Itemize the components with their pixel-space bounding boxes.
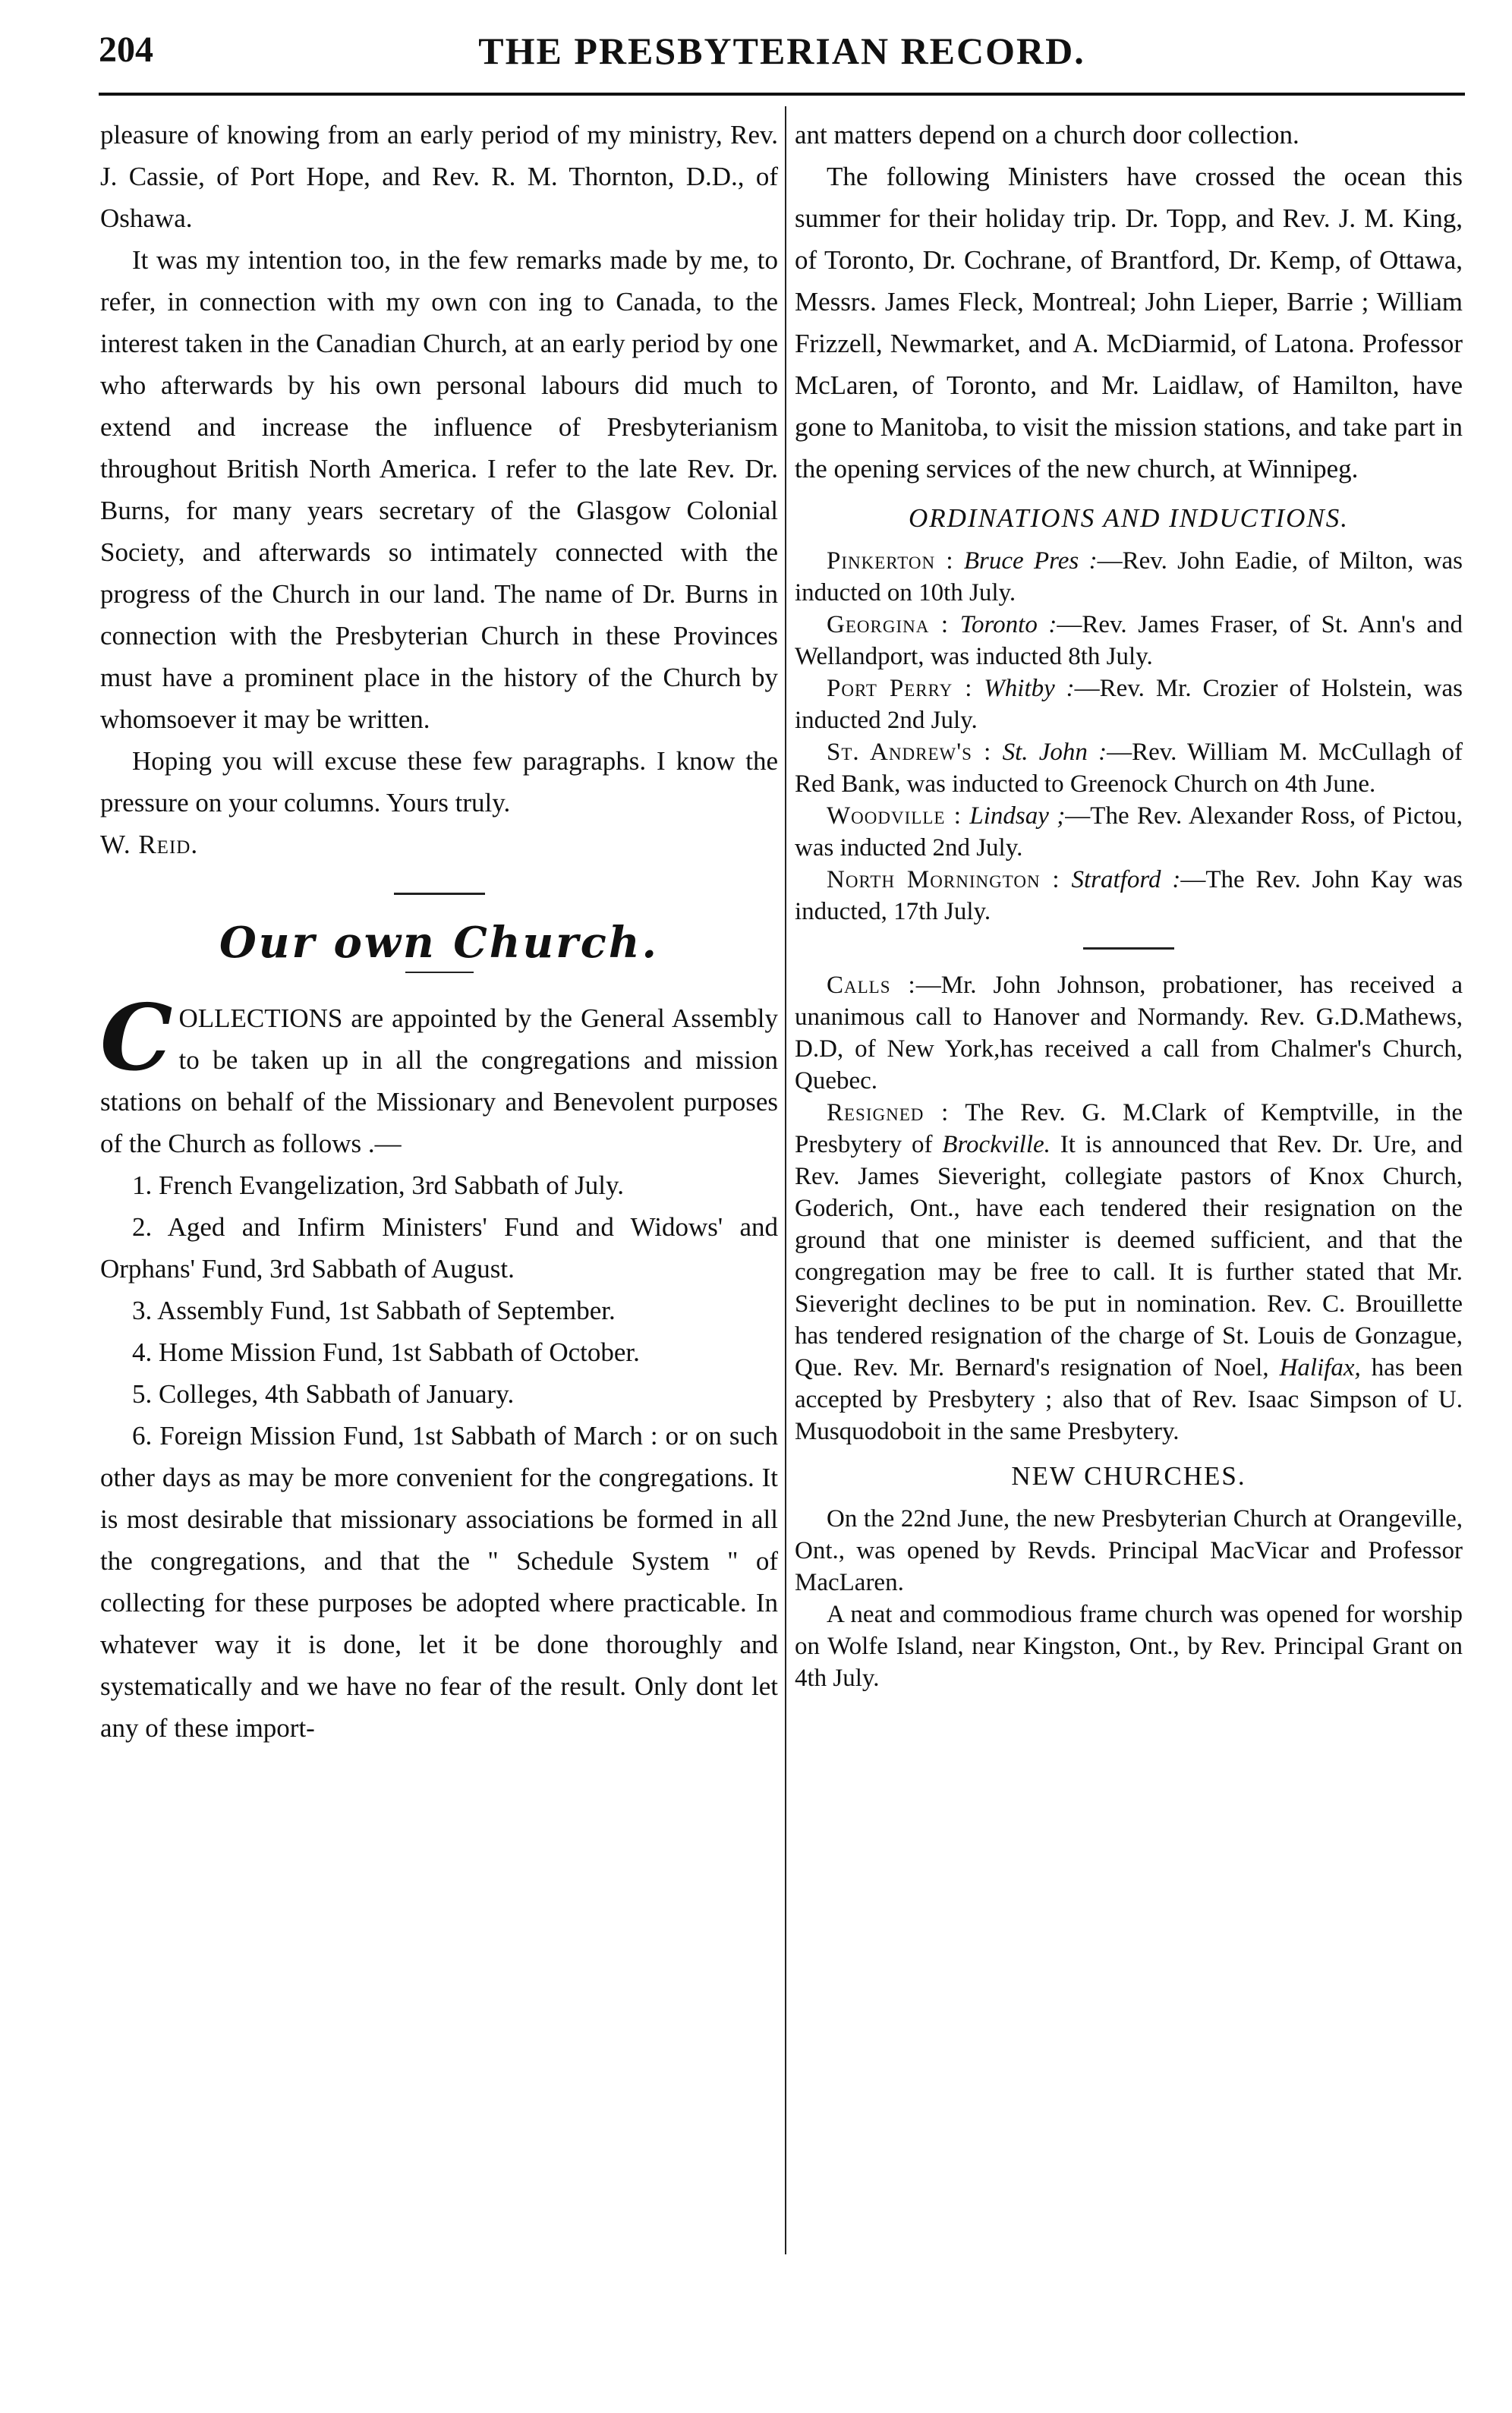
ordination-text: —Rev. William M. McCullagh of Red Bank, was inducted to Greenock Church on 4th June. (795, 739, 1463, 798)
letter-closing: Hoping you will excuse these few paragraphs. I know the pressure on your columns. Yours truly. (100, 746, 778, 817)
resigned-text: The Rev. G. M.Clark of Kemptville, in the Presbytery of (795, 1099, 1463, 1158)
page-header (99, 29, 1465, 90)
ordination-entry (795, 864, 1463, 928)
collections-intro-text: OLLECTIONS are appointed by the General Assembly to be taken up in all the congregations and mission stations on behalf of the Missionary and Benevolent purposes of the Church as follows .— (100, 1003, 778, 1158)
ordination-entry (795, 673, 1463, 736)
ordination-presbytery: Whitby : (984, 675, 1075, 702)
new-churches-heading: NEW CHURCHES. (1011, 1461, 1246, 1491)
ministers-paragraph: The following Ministers have crossed the ocean this summer for their holiday trip. Dr. Topp, and Rev. J. M. King, of Toronto, Dr. Cochrane, of Brantford, Dr. Kemp, of Ottawa, Messrs. James Fleck, Montreal; John Lieper, Barrie ; William Frizzell, Newmarket, and A. McDiarmid, of Latona. Professor McLaren, of Toronto, and Mr. Laidlaw, of Hamilton, have gone to Manitoba, to visit the mission stations, and take part in the opening services of the new church, at Winnipeg. (795, 162, 1463, 484)
list-item: 6. Foreign Mission Fund, 1st Sabbath of March : or on such other days as may be more convenient for the congregations. It is most desirable that missionary associations be formed in all the congregations, and that the " Schedule System " of collecting for these purposes be adopted where practicable. In whatever way it is done, let it be done thoroughly and systematically and we have no fear of the result. Only dont let any of these import- (100, 1421, 778, 1743)
ordination-presbytery: Bruce Pres : (963, 547, 1098, 575)
ordination-place: Pinkerton : (827, 547, 954, 575)
ordination-presbytery: St. John : (1002, 739, 1107, 766)
ordination-text: —Rev. Mr. Crozier of Holstein, was inducted 2nd July. (795, 675, 1463, 734)
calls-text: —Mr. John Johnson, probationer, has received a unanimous call to Hanover and Normandy. Rev. G.D.Mathews, D.D, of New York,has received a call from Chalmer's Church, Quebec. (795, 972, 1463, 1095)
separator-rule (1083, 947, 1174, 950)
letter-paragraph: It was my intention too, in the few remarks made by me, to refer, in connection with my own con ing to Canada, to the interest taken in the Canadian Church, at an early period by one who afterwards by his own personal labours did much to extend and increase the influence of Presbyterianism throughout British North America. I refer to the late Rev. Dr. Burns, for many years secretary of the Glasgow Colonial Society, and afterwards so intimately connected with the progress of the Church in our land. The name of Dr. Burns in connection with the Presbyterian Church in these Provinces must have a prominent place in the history of the Church by whomsoever it may be written. (100, 245, 778, 734)
ordination-text: —The Rev. John Kay was inducted, 17th July. (795, 866, 1463, 925)
collections-intro (100, 984, 778, 1164)
new-church-paragraph: A neat and commodious frame church was opened for worship on Wolfe Island, near Kingston, Ont., by Rev. Principal Grant on 4th July. (795, 1601, 1463, 1692)
ordination-presbytery: Lindsay ; (969, 802, 1066, 830)
ordination-place: Woodville : (827, 802, 962, 830)
resigned-text: has been accepted by Presbytery ; also that of Rev. Isaac Simpson of U. Musquodoboit in the same Presbytery. (795, 1354, 1463, 1445)
ordination-presbytery: Stratford : (1071, 866, 1181, 893)
resigned-label: Resigned : (827, 1099, 950, 1126)
ordination-entry (795, 609, 1463, 673)
ordination-entry (795, 800, 1463, 864)
ordination-place: North Mornington : (827, 866, 1060, 893)
resigned-paragraph (795, 1097, 1463, 1447)
resigned-presbytery: Brockville. (942, 1131, 1051, 1158)
calls-label: Calls : (827, 972, 916, 999)
ordination-entry (795, 545, 1463, 609)
list-item: 1. French Evangelization, 3rd Sabbath of July. (132, 1170, 624, 1200)
calls-paragraph (795, 969, 1463, 1097)
letter-paragraph: pleasure of knowing from an early period of my ministry, Rev. J. Cassie, of Port Hope, and Rev. R. M. Thornton, D.D., of Oshawa. (100, 120, 778, 233)
left-column (100, 114, 778, 1749)
header-rule (99, 93, 1465, 96)
list-item: 3. Assembly Fund, 1st Sabbath of September. (132, 1296, 616, 1325)
page-number: 204 (99, 30, 153, 70)
right-column (795, 114, 1463, 1694)
column-divider (785, 106, 786, 2254)
list-item: 5. Colleges, 4th Sabbath of January. (132, 1379, 515, 1409)
list-item: 2. Aged and Infirm Ministers' Fund and Widows' and Orphans' Fund, 3rd Sabbath of August. (100, 1212, 778, 1284)
resigned-text: It is announced that Rev. Dr. Ure, and Rev. James Sieveright, collegiate pastors of Knox Church, Goderich, Ont., have each tendered their resignation on the ground that one minister is deemed sufficient, and that the congregation may be free to call. It is further stated that Mr. Sieveright declines to be put in nomination. Rev. C. Brouillette has tendered resignation of the charge of St. Louis de Gonzague, Que. Rev. Mr. Bernard's resignation of Noel, (795, 1131, 1463, 1381)
ordination-entry (795, 736, 1463, 800)
ordination-text: —Rev. John Eadie, of Milton, was inducted on 10th July. (795, 547, 1463, 606)
separator-rule (405, 972, 474, 973)
ordination-place: Georgina : (827, 611, 950, 638)
ordination-presbytery: Toronto : (959, 611, 1057, 638)
ordinations-heading: ORDINATIONS AND INDUCTIONS. (908, 503, 1349, 533)
separator-rule (394, 893, 485, 895)
running-title: THE PRESBYTERIAN RECORD. (478, 30, 1085, 72)
ordination-text: —The Rev. Alexander Ross, of Pictou, was inducted 2nd July. (795, 802, 1463, 862)
dropcap-letter: C (100, 984, 173, 1092)
list-item: 4. Home Mission Fund, 1st Sabbath of October. (132, 1337, 640, 1367)
ordination-place: St. Andrew's : (827, 739, 992, 766)
signature: W. Reid. (100, 830, 199, 859)
ordination-text: —Rev. James Fraser, of St. Ann's and Wellandport, was inducted 8th July. (795, 611, 1463, 670)
new-church-paragraph: On the 22nd June, the new Presbyterian Church at Orangeville, Ont., was opened by Revds. Principal MacVicar and Professor MacLaren. (795, 1505, 1463, 1596)
ordination-place: Port Perry : (827, 675, 973, 702)
continued-paragraph: ant matters depend on a church door collection. (795, 120, 1299, 150)
resigned-place: Halifax, (1279, 1354, 1361, 1381)
section-title: Our own Church. (219, 918, 660, 968)
